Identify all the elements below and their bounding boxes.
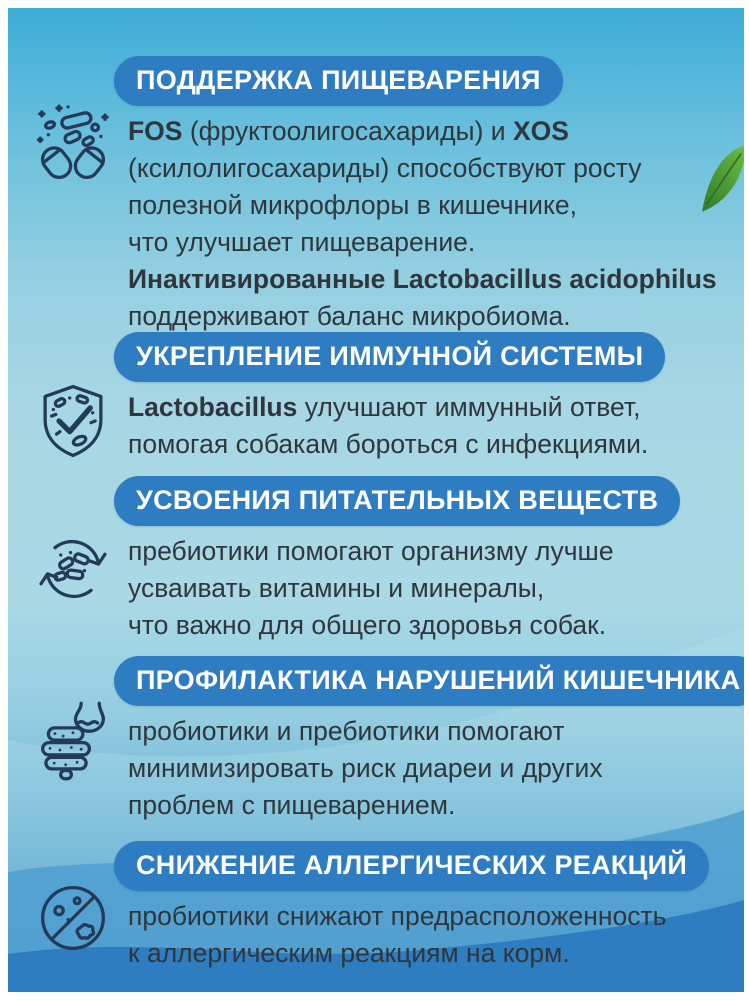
immune-shield-icon [32, 380, 114, 472]
section-allergy-reduction [32, 841, 734, 972]
section-gut-disorder-prevention [32, 656, 741, 824]
body-line [128, 426, 734, 463]
body-text-run: (ксилолигосахариды) способствуют росту [128, 153, 642, 183]
body-text-run: полезной микрофлоры в кишечнике, [128, 190, 577, 220]
gut-svg [32, 700, 114, 782]
body-line [128, 935, 734, 972]
body-text-run: пробиотики снижают предрасположенность [128, 901, 667, 931]
body-text-run: что улучшает пищеварение. [128, 227, 476, 257]
section-body [128, 389, 734, 463]
section-title: СНИЖЕНИЕ АЛЛЕРГИЧЕСКИХ РЕАКЦИЙ [136, 850, 688, 880]
body-text-run: улучшают иммунный ответ, [297, 392, 641, 422]
section-title: ПОДДЕРЖКА ПИЩЕВАРЕНИЯ [136, 65, 541, 95]
no-allergy-icon [32, 877, 114, 969]
body-line [128, 750, 734, 787]
probiotics-capsule-svg [32, 102, 114, 184]
body-text-run: XOS [512, 116, 569, 146]
section-nutrient-absorption [32, 476, 734, 644]
body-text-run: что важно для общего здоровья собак. [128, 610, 607, 640]
section-title-badge [114, 332, 665, 382]
section-title-badge [114, 56, 563, 106]
body-line [128, 533, 734, 570]
body-line [128, 150, 734, 187]
body-text-run: помогая собакам бороться с инфекциями. [128, 429, 649, 459]
section-body [128, 533, 734, 644]
section-title-badge [114, 841, 709, 891]
nutrient-cycle-icon [32, 528, 114, 620]
nutrient-cycle-svg [32, 528, 114, 610]
section-body [128, 713, 734, 824]
body-line [128, 607, 734, 644]
immune-shield-svg [32, 380, 114, 462]
body-text-run: к аллергическим реакциям на корм. [128, 938, 570, 968]
body-line [128, 713, 734, 750]
section-title: УСВОЕНИЯ ПИТАТЕЛЬНЫХ ВЕЩЕСТВ [136, 485, 659, 515]
body-line [128, 187, 734, 224]
section-title: УКРЕПЛЕНИЕ ИММУННОЙ СИСТЕМЫ [136, 341, 644, 371]
body-text-run: минимизировать риск диареи и других [128, 753, 603, 783]
body-text-run: Инактивированные Lactobacillus acidophilus [128, 264, 717, 294]
body-text-run: проблем с пищеварением. [128, 790, 456, 820]
body-text-run: пробиотики и пребиотики помогают [128, 716, 565, 746]
gut-icon [32, 700, 114, 804]
body-text-run: (фруктоолигосахариды) и [182, 116, 513, 146]
body-line [128, 898, 734, 935]
section-title-badge [114, 476, 680, 526]
probiotics-capsule-icon [32, 102, 114, 194]
section-immune-strengthening [32, 332, 734, 463]
no-allergy-svg [32, 877, 114, 959]
section-body [128, 898, 734, 972]
body-text-run: FOS [128, 116, 183, 146]
body-text-run: Lactobacillus [128, 392, 298, 422]
section-digestion-support [32, 56, 734, 335]
body-line [128, 787, 734, 824]
section-title: ПРОФИЛАКТИКА НАРУШЕНИЙ КИШЕЧНИКА [136, 665, 741, 695]
body-line [128, 113, 734, 150]
section-body [128, 113, 734, 335]
body-line [128, 224, 734, 261]
section-title-badge [114, 656, 744, 706]
body-line [128, 389, 734, 426]
background-gradient [8, 8, 744, 992]
body-text-run: пребиотики помогают организму лучше [128, 536, 614, 566]
body-line [128, 261, 734, 298]
body-line [128, 298, 734, 335]
body-line [128, 570, 734, 607]
body-text-run: усваивать витамины и минералы, [128, 573, 545, 603]
body-text-run: поддерживают баланс микробиома. [128, 301, 571, 331]
